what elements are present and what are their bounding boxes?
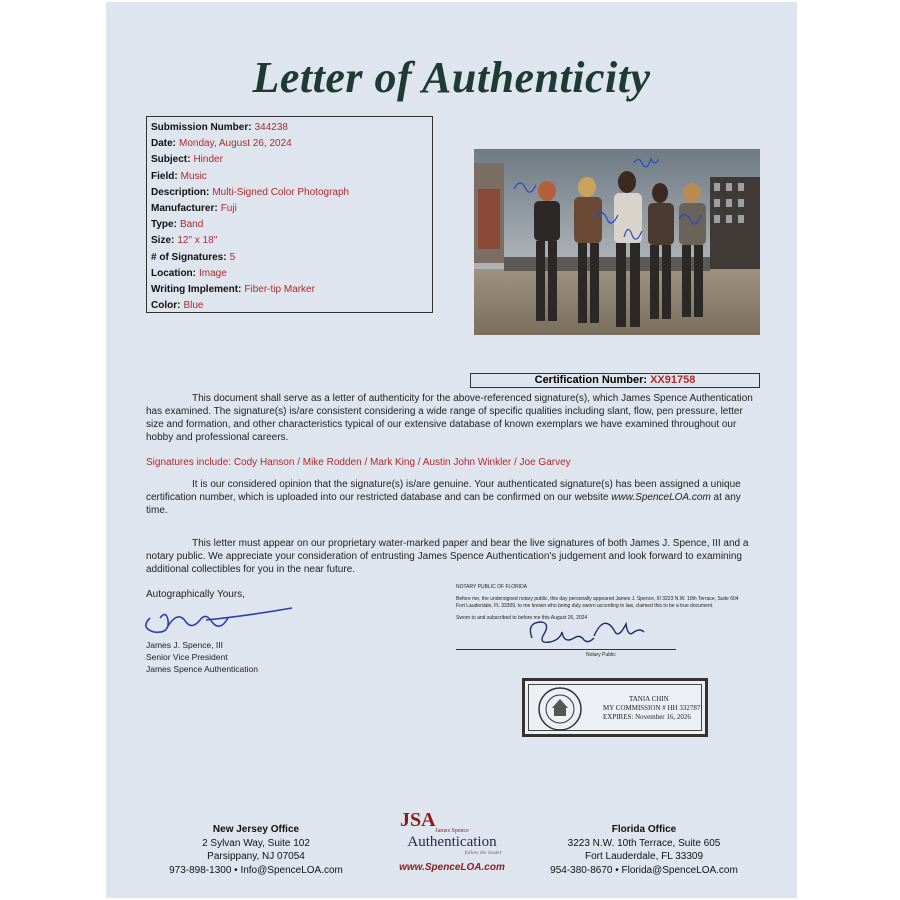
- jsa-mark: JSA: [400, 809, 436, 831]
- field-value: Blue: [183, 300, 204, 312]
- signer-name: James J. Spence, III: [146, 640, 224, 650]
- office-address-line2: Fort Lauderdale, FL 33309: [584, 851, 704, 862]
- watermark-paragraph: This letter must appear on our proprietary water-marked paper and bear the live signatures of both James J. Spence, III and a notary public. We appreciate your consideration of entrusting James Spence Authentication's judgement and look forward to examining additional collectibles for you in the near future.: [146, 538, 749, 575]
- field-value: Fiber-tip Marker: [244, 284, 315, 296]
- field-value: Fuji: [220, 203, 237, 215]
- submission-row: [151, 136, 428, 152]
- submission-row: [151, 185, 428, 201]
- field-value: Multi-Signed Color Photograph: [212, 186, 350, 198]
- stamp-name: TANIA CHIN: [629, 695, 669, 703]
- notary-signature: [520, 612, 680, 652]
- submission-row: [151, 169, 428, 185]
- signer-title: Senior Vice President: [146, 652, 228, 662]
- opinion-paragraph: [146, 478, 758, 517]
- submission-row: [151, 233, 428, 249]
- spence-signature: [134, 596, 299, 636]
- field-value: 344238: [254, 122, 288, 133]
- field-label: Type:: [151, 219, 177, 231]
- stamp-commission: MY COMMISSION # HH 332787: [603, 704, 701, 712]
- field-label: Field:: [151, 170, 178, 182]
- jsa-authentication: Authentication: [407, 834, 497, 850]
- signer-block: [146, 639, 258, 675]
- certification-number: XX91758: [650, 374, 696, 386]
- field-label: Date:: [151, 138, 177, 150]
- new-jersey-office: [156, 823, 356, 877]
- opinion-text: It is our considered opinion that the signature(s) is/are genuine. Your authenticated signature(s) has been assigned a unique certification number, which is uploaded into our restricted database and can be confirmed on our website: [146, 479, 741, 503]
- certification-box: [470, 373, 760, 388]
- field-value: Monday, August 26, 2024: [179, 138, 292, 150]
- authenticity-paragraph: This document shall serve as a letter of authenticity for the above-referenced signature(s), which James Spence Authentication has examined. The signature(s) is/are consistent considering a wide range of specific qualities including slant, flow, pen pressure, letter size and formation, and other characteristics typical of our extensive database of known exemplars we have examined throughout our hobby and professional careers.: [146, 393, 753, 443]
- notary-header: NOTARY PUBLIC OF FLORIDA: [456, 584, 528, 590]
- signer-company: James Spence Authentication: [146, 664, 258, 674]
- notary-oath: Before me, the undersigned notary public, this day personally appeared James J. Spence, III 3223 N.W. 10th Terrace, Suite 604 Fort Lauderdale, FL 33309, to me known who being duly sworn according to law, claimed this to be a true document.: [456, 596, 739, 609]
- field-label: Description:: [151, 186, 210, 198]
- field-value: Band: [179, 219, 204, 231]
- submission-row: [151, 217, 428, 233]
- band-photograph: [474, 149, 760, 335]
- submission-row: [151, 266, 428, 282]
- field-label: Location:: [151, 267, 196, 279]
- office-address-line1: 2 Sylvan Way, Suite 102: [202, 837, 310, 849]
- field-label: Color:: [151, 300, 181, 312]
- field-value: Hinder: [193, 154, 223, 166]
- letter-page: [106, 2, 797, 898]
- notary-public-label: Notary Public: [586, 652, 616, 658]
- submission-row: [151, 152, 428, 168]
- notary-stamp: [522, 678, 708, 737]
- submission-row: [151, 250, 428, 266]
- jsa-logo: [382, 810, 522, 873]
- jsa-sub: James Spence: [435, 828, 469, 834]
- stamp-expires: EXPIRES: November 16, 2026: [603, 713, 691, 721]
- page-title: Letter of Authenticity: [252, 53, 651, 102]
- office-heading: Florida Office: [611, 824, 677, 835]
- signatures-include: Signatures include: Cody Hanson / Mike Rodden / Mark King / Austin John Winkler / Joe Garvey: [146, 457, 571, 468]
- submission-row: [151, 298, 428, 314]
- submission-row: [151, 282, 428, 298]
- submission-row: [151, 120, 428, 136]
- closing: Autographically Yours,: [146, 589, 245, 600]
- website-link[interactable]: www.SpenceLOA.com: [611, 492, 711, 503]
- notary-sworn: Sworn to and subscribed to before me this August 26, 2024: [456, 615, 588, 621]
- field-label: Size:: [151, 235, 175, 247]
- field-value: Music: [180, 170, 207, 182]
- field-label: Writing Implement:: [151, 284, 242, 296]
- stamp-text: [603, 695, 700, 722]
- field-label: Submission Number:: [151, 122, 252, 133]
- field-label: # of Signatures:: [151, 251, 227, 263]
- office-contact: 973-898-1300 • Info@SpenceLOA.com: [169, 864, 343, 876]
- opinion-text-end: at any time.: [146, 492, 741, 516]
- field-value: 12" x 18": [177, 235, 218, 247]
- field-value: 5: [229, 251, 236, 263]
- jsa-website-link[interactable]: www.SpenceLOA.com: [399, 862, 505, 873]
- office-address-line2: Parsippany, NJ 07054: [207, 851, 305, 862]
- notary-seal-icon: [537, 686, 583, 732]
- jsa-tagline: follow the leader: [464, 850, 502, 856]
- office-heading: New Jersey Office: [212, 824, 300, 835]
- submission-row: [151, 201, 428, 217]
- office-contact: 954-380-8670 • Florida@SpenceLOA.com: [550, 864, 738, 876]
- field-label: Manufacturer:: [151, 203, 218, 215]
- submission-details-box: [146, 116, 433, 313]
- notary-signature-line: [456, 649, 676, 650]
- certification-label: Certification Number:: [534, 374, 648, 386]
- field-value: Image: [199, 267, 227, 279]
- office-address-line1: 3223 N.W. 10th Terrace, Suite 605: [567, 837, 721, 849]
- florida-office: [534, 823, 754, 877]
- field-label: Subject:: [151, 154, 191, 166]
